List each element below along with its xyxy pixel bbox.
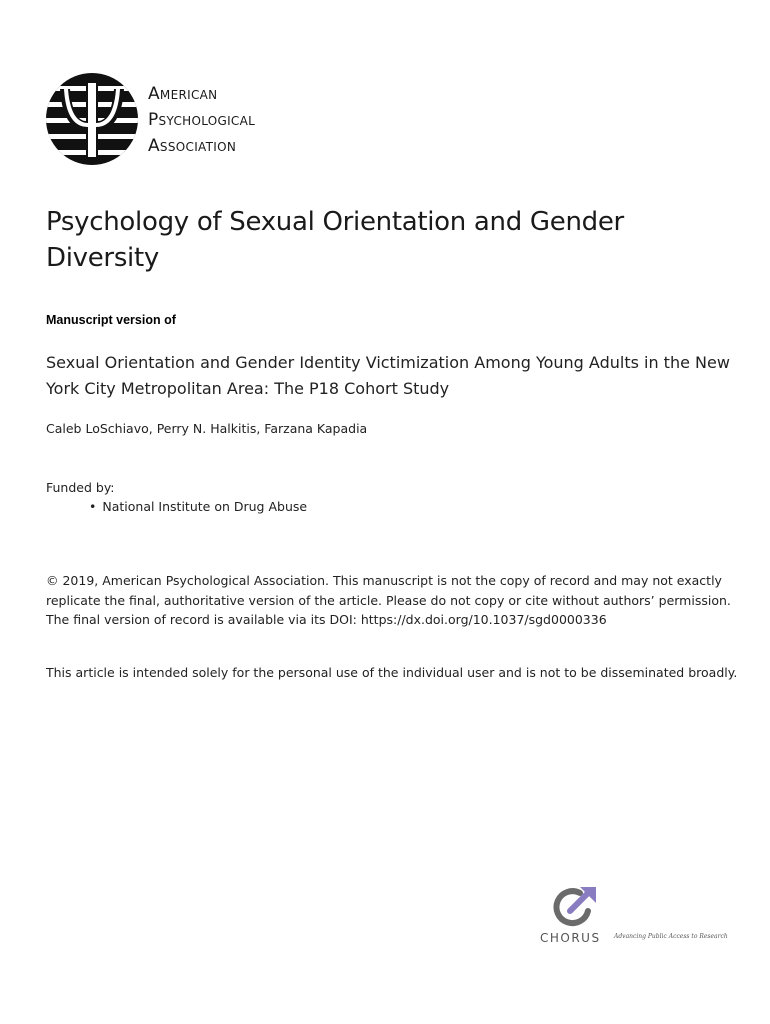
funding-list <box>46 497 307 516</box>
chorus-name: CHORUS <box>540 931 601 945</box>
funding-section <box>46 478 307 516</box>
usage-notice: This article is intended solely for the personal use of the individual user and is not to be disseminated broadly. <box>46 665 738 680</box>
journal-title: Psychology of Sexual Orientation and Gender Diversity <box>46 207 624 273</box>
funding-item: • National Institute on Drug Abuse <box>89 497 307 516</box>
authors: Caleb LoSchiavo, Perry N. Halkitis, Farzana Kapadia <box>46 421 368 436</box>
funding-label: Funded by: <box>46 480 115 495</box>
chorus-tagline: Advancing Public Access to Research <box>614 933 728 940</box>
publisher-line-1: American <box>148 84 218 104</box>
chorus-logo <box>540 885 740 949</box>
apa-logo <box>46 73 306 167</box>
chorus-arrow-icon <box>550 885 598 929</box>
copyright-line-3: The final version of record is available via its DOI: https://dx.doi.org/10.1037/sgd0000336 <box>46 612 607 627</box>
publisher-name <box>148 81 255 159</box>
copyright-line-1: © 2019, American Psychological Association. This manuscript is not the copy of record and may not exactly <box>46 573 722 588</box>
apa-psi-seal-icon <box>46 73 138 165</box>
copyright-statement <box>46 571 736 630</box>
publisher-line-2: Psychological <box>148 110 256 130</box>
publisher-line-3: Association <box>148 136 237 156</box>
manuscript-label: Manuscript version of <box>46 313 176 327</box>
article-title: Sexual Orientation and Gender Identity Victimization Among Young Adults in the New York City Metropolitan Area: The P18 Cohort Study <box>46 353 730 398</box>
copyright-line-2: replicate the final, authoritative version of the article. Please do not copy or cite without authors’ permission. <box>46 592 731 608</box>
